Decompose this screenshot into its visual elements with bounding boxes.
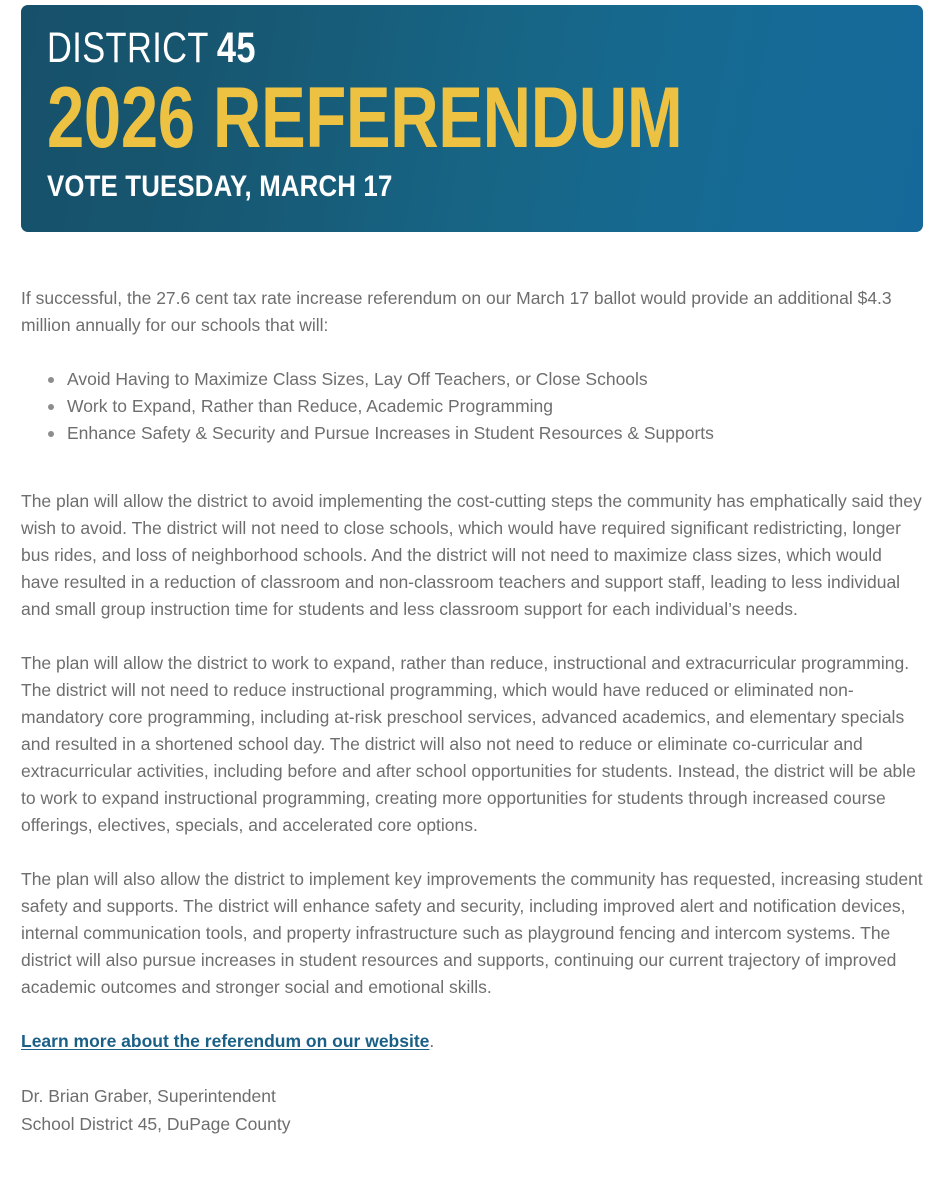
- signature-org: School District 45, DuPage County: [21, 1114, 291, 1134]
- banner-eyebrow-number: 45: [216, 24, 256, 72]
- intro-paragraph: If successful, the 27.6 cent tax rate increase referendum on our March 17 ballot would provide an additional $4.3 million annually for our schools that will:: [21, 288, 892, 335]
- spacer: [21, 474, 923, 488]
- paragraph-expand-programming: The plan will allow the district to work to expand, rather than reduce, instructional and extracurricular programming. The district will not need to reduce instructional programming, which would have reduced or eliminated non-mandatory core programming, including at-risk preschool services, advanced academics, and elementary specials and resulted in a shortened school day. The district will also not need to reduce or eliminate co-curricular and extracurricular activities, including before and after school opportunities for students. Instead, the district will be able to work to expand instructional programming, creating more opportunities for students through increased course offerings, electives, specials, and accelerated core options.: [21, 653, 916, 835]
- banner-eyebrow: [47, 25, 740, 72]
- link-trailing-period: .: [429, 1031, 435, 1051]
- article-body: [21, 285, 923, 1138]
- banner-eyebrow-word: DISTRICT: [47, 24, 209, 72]
- list-item: Avoid Having to Maximize Class Sizes, Lay Off Teachers, or Close Schools: [21, 366, 923, 393]
- paragraph-avoid-cuts: The plan will allow the district to avoid implementing the cost-cutting steps the community has emphatically said they wish to avoid. The district will not need to close schools, which would have required significant redistricting, longer bus rides, and loss of neighborhood schools. And the district will not need to maximize class sizes, which would have resulted in a reduction of classroom and non-classroom teachers and support staff, leading to less individual and small group instruction time for students and less classroom support for each individual’s needs.: [21, 491, 922, 619]
- learn-more-link[interactable]: Learn more about the referendum on our website: [21, 1031, 430, 1051]
- list-item: Work to Expand, Rather than Reduce, Academic Programming: [21, 393, 923, 420]
- signature-name: Dr. Brian Graber, Superintendent: [21, 1086, 276, 1106]
- signature-block: [21, 1082, 923, 1138]
- banner-text-block: [47, 25, 913, 204]
- benefits-list: [21, 366, 923, 447]
- list-item: Enhance Safety & Security and Pursue Increases in Student Resources & Supports: [21, 420, 923, 447]
- learn-more-line: [21, 1028, 923, 1055]
- paragraph-safety-supports: The plan will also allow the district to implement key improvements the community has requested, increasing student safety and supports. The district will enhance safety and security, including improved alert and notification devices, internal communication tools, and property infrastructure such as playground fencing and intercom systems. The district will also pursue increases in student resources and supports, continuing our current trajectory of improved academic outcomes and stronger social and emotional skills.: [21, 869, 923, 997]
- banner-subhead: VOTE TUESDAY, MARCH 17: [47, 170, 393, 203]
- referendum-banner: [21, 5, 923, 232]
- banner-headline: 2026 REFERENDUM: [47, 70, 683, 166]
